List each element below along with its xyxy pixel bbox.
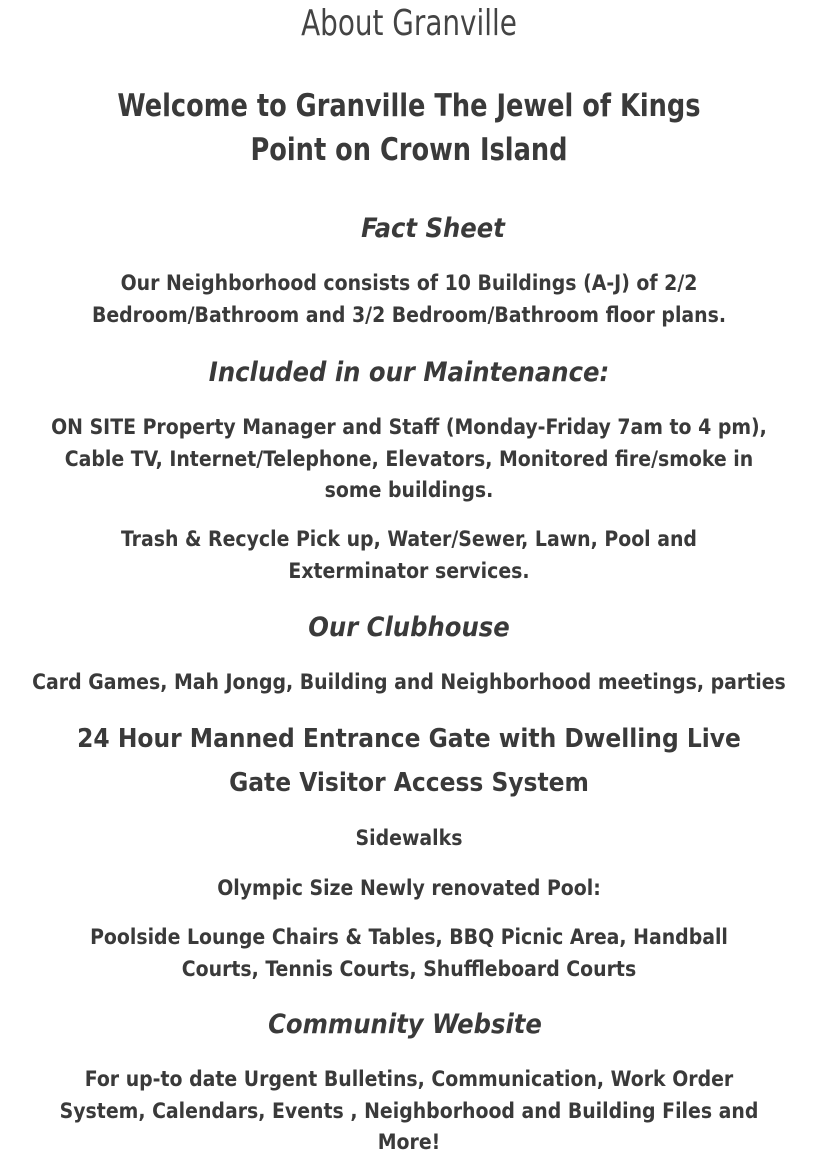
clubhouse-heading: Our Clubhouse [308, 612, 510, 643]
fact-sheet-heading: Fact Sheet [361, 213, 505, 244]
pool-text: Olympic Size Newly renovated Pool: [217, 876, 601, 900]
page-title: About Granville [301, 3, 517, 44]
maintenance-text-staff: ON SITE Property Manager and Staff (Monday-Friday 7am to 4 pm), Cable TV, Internet/Telephone, Elevators, Monitored fire/smoke in some buildings. [51, 415, 767, 502]
gate-text: 24 Hour Manned Entrance Gate with Dwelling Live Gate Visitor Access System [77, 724, 741, 798]
neighborhood-text: Our Neighborhood consists of 10 Buildings (A-J) of 2/2 Bedroom/Bathroom and 3/2 Bedroom/Bathroom floor plans. [91, 271, 727, 327]
clubhouse-text: Card Games, Mah Jongg, Building and Neighborhood meetings, parties [32, 670, 786, 694]
maintenance-text-services: Trash & Recycle Pick up, Water/Sewer, Lawn, Pool and Exterminator services. [121, 527, 697, 583]
community-website-heading: Community Website [268, 1009, 542, 1040]
maintenance-heading: Included in our Maintenance: [208, 357, 610, 388]
poolside-text: Poolside Lounge Chairs & Tables, BBQ Picnic Area, Handball Courts, Tennis Courts, Shuffleboard Courts [90, 925, 728, 981]
sidewalks-text: Sidewalks [355, 826, 463, 850]
welcome-heading: Welcome to Granville The Jewel of Kings Point on Crown Island [117, 88, 701, 168]
community-website-text: For up-to date Urgent Bulletins, Communication, Work Order System, Calendars, Events , Neighborhood and Building Files and More! [59, 1067, 759, 1154]
